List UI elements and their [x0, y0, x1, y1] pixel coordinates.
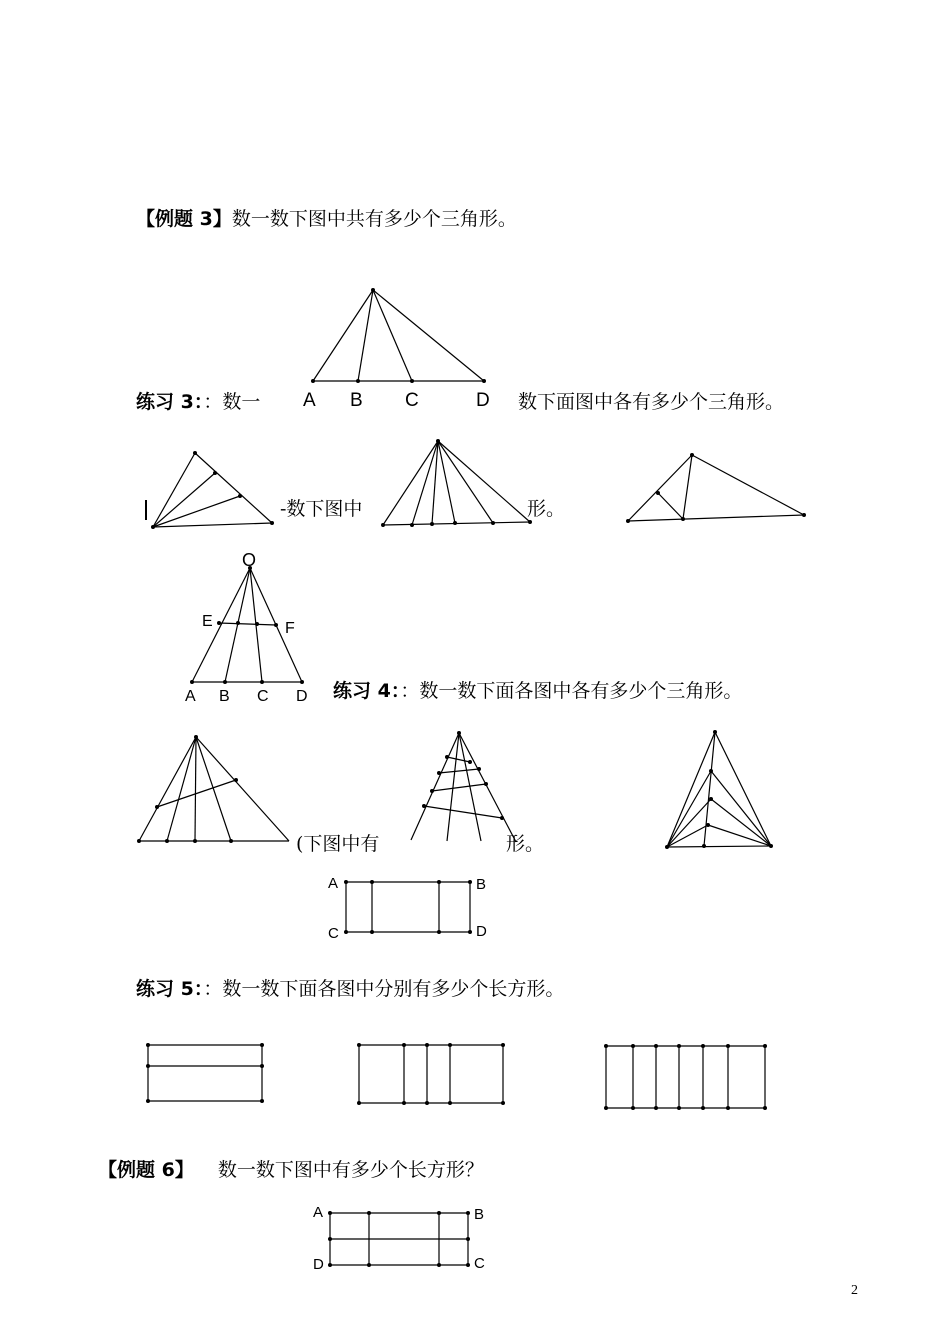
overlapped-text-1a: -数下图中: [280, 498, 363, 520]
practice-5-text: ：数一数下面各图中分别有多少个长方形。: [203, 978, 565, 1000]
overlapped-text-1b: 形。: [527, 498, 566, 520]
practice-3-tag: 练习 3：: [136, 391, 204, 413]
practice-3-pre: ：数一: [203, 391, 261, 413]
label-o: O: [242, 550, 257, 570]
label-a: A: [185, 688, 196, 705]
label-c: C: [405, 390, 419, 411]
label-d: D: [476, 923, 487, 940]
overlapped-text-2a: (下图中有: [296, 833, 380, 855]
example-3-text: 数一数下图中共有多少个三角形。: [231, 208, 517, 230]
label-b: B: [474, 1206, 485, 1223]
page-number: 2: [851, 1283, 858, 1298]
label-a: A: [303, 390, 316, 411]
label-e: E: [202, 613, 213, 630]
label-d: D: [476, 390, 490, 411]
label-b: B: [219, 688, 230, 705]
label-a: A: [328, 875, 339, 892]
practice-3-text: 数下面图中各有多少个三角形。: [518, 391, 785, 413]
label-f: F: [285, 620, 295, 637]
label-b: B: [350, 390, 363, 411]
label-d: D: [296, 688, 308, 705]
example-6-text: 数一数下图中有多少个长方形？: [217, 1159, 484, 1181]
label-c: C: [328, 925, 339, 942]
label-c: C: [257, 688, 269, 705]
example-6-tag: 【例题 6】: [98, 1159, 194, 1181]
practice-4-text: ：数一数下面各图中各有多少个三角形。: [400, 680, 743, 702]
label-c: C: [474, 1255, 485, 1272]
label-b: B: [476, 876, 487, 893]
overlapped-text-2b: 形。: [506, 833, 545, 855]
practice-4-tag: 练习 4：: [333, 680, 401, 702]
label-d: D: [313, 1256, 324, 1273]
label-a: A: [313, 1204, 324, 1221]
example-3-tag: 【例题 3】: [136, 208, 232, 230]
practice-5-tag: 练习 5：: [136, 978, 204, 1000]
